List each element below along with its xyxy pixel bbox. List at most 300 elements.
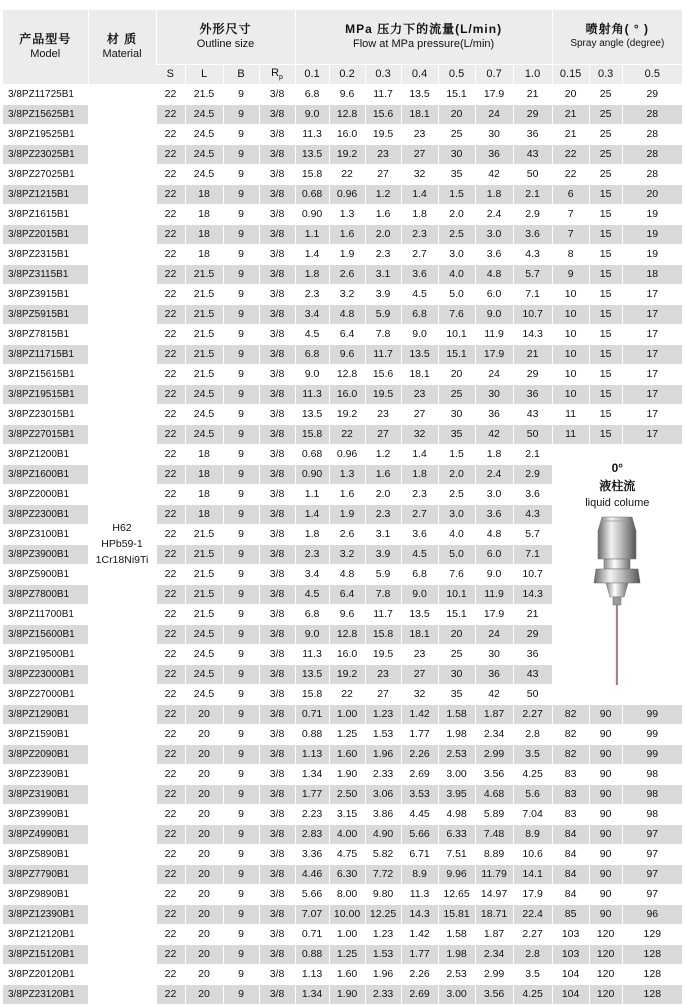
dim-s-cell: 22 xyxy=(156,364,185,384)
model-cell: 3/8PZ15615B1 xyxy=(3,364,88,384)
flow-cell: 14.3 xyxy=(401,904,438,924)
flow-cell: 9.0 xyxy=(295,364,329,384)
model-cell: 3/8PZ2000B1 xyxy=(3,484,88,504)
flow-cell: 30 xyxy=(438,144,475,164)
dim-b-cell: 9 xyxy=(223,724,259,744)
dim-b-cell: 9 xyxy=(223,504,259,524)
flow-cell: 27 xyxy=(401,664,438,684)
flow-cell: 3.6 xyxy=(513,484,552,504)
flow-cell: 1.2 xyxy=(365,444,401,464)
dim-b-cell: 9 xyxy=(223,404,259,424)
dim-l-cell: 21.5 xyxy=(185,304,223,324)
flow-cell: 42 xyxy=(475,164,513,184)
spray-angle-cell: 120 xyxy=(589,924,622,944)
model-cell: 3/8PZ3915B1 xyxy=(3,284,88,304)
dim-b-cell: 9 xyxy=(223,884,259,904)
dim-s-cell: 22 xyxy=(156,304,185,324)
dim-l-cell: 21.5 xyxy=(185,584,223,604)
flow-cell: 4.3 xyxy=(513,244,552,264)
dim-l-cell: 20 xyxy=(185,704,223,724)
flow-cell: 12.65 xyxy=(438,884,475,904)
dim-b-cell: 9 xyxy=(223,824,259,844)
model-cell: 3/8PZ23025B1 xyxy=(3,144,88,164)
flow-cell: 1.8 xyxy=(475,444,513,464)
flow-cell: 1.3 xyxy=(329,464,365,484)
flow-cell: 14.3 xyxy=(513,584,552,604)
flow-cell: 8.89 xyxy=(475,844,513,864)
dim-s-cell: 22 xyxy=(156,104,185,124)
flow-cell: 9.0 xyxy=(401,324,438,344)
flow-cell: 2.23 xyxy=(295,804,329,824)
spray-angle-cell: 28 xyxy=(622,164,682,184)
model-cell: 3/8PZ19500B1 xyxy=(3,644,88,664)
dim-s-cell: 22 xyxy=(156,84,185,104)
flow-cell: 3.9 xyxy=(365,544,401,564)
dim-s-cell: 22 xyxy=(156,864,185,884)
dim-l-cell: 20 xyxy=(185,924,223,944)
flow-cell: 2.3 xyxy=(365,244,401,264)
flow-cell: 4.00 xyxy=(329,824,365,844)
flow-cell: 2.99 xyxy=(475,744,513,764)
spray-angle-cell: 90 xyxy=(589,904,622,924)
dim-b-cell: 9 xyxy=(223,144,259,164)
dim-s-cell: 22 xyxy=(156,504,185,524)
flow-cell: 1.4 xyxy=(295,244,329,264)
dim-l-cell: 18 xyxy=(185,484,223,504)
flow-cell: 3.56 xyxy=(475,984,513,1004)
dim-s-cell: 22 xyxy=(156,904,185,924)
dim-l-cell: 24.5 xyxy=(185,384,223,404)
flow-cell: 4.8 xyxy=(329,304,365,324)
flow-cell: 16.0 xyxy=(329,384,365,404)
dim-b-cell: 9 xyxy=(223,184,259,204)
dim-b-cell: 9 xyxy=(223,164,259,184)
flow-cell: 8.00 xyxy=(329,884,365,904)
model-cell: 3/8PZ27000B1 xyxy=(3,684,88,704)
dim-b-cell: 9 xyxy=(223,444,259,464)
flow-cell: 18.71 xyxy=(475,904,513,924)
dim-b-cell: 9 xyxy=(223,104,259,124)
nozzle-spec-table xyxy=(3,10,682,1005)
flow-cell: 9.0 xyxy=(295,104,329,124)
dim-l-cell: 21.5 xyxy=(185,524,223,544)
dim-s-cell: 22 xyxy=(156,264,185,284)
spray-angle-cell: 19 xyxy=(622,244,682,264)
flow-cell: 10.1 xyxy=(438,584,475,604)
header-row-main xyxy=(3,10,682,64)
model-cell: 3/8PZ5890B1 xyxy=(3,844,88,864)
dim-b-cell: 9 xyxy=(223,764,259,784)
spray-angle-cell: 22 xyxy=(552,164,589,184)
flow-cell: 3.5 xyxy=(513,744,552,764)
flow-cell: 12.8 xyxy=(329,624,365,644)
flow-cell: 4.25 xyxy=(513,984,552,1004)
dim-rp-cell: 3/8 xyxy=(259,744,295,764)
flow-cell: 30 xyxy=(438,404,475,424)
flow-cell: 0.88 xyxy=(295,944,329,964)
flow-cell: 22 xyxy=(329,424,365,444)
flow-cell: 0.96 xyxy=(329,184,365,204)
dim-l-cell: 24.5 xyxy=(185,104,223,124)
spray-angle-cell: 98 xyxy=(622,784,682,804)
flow-cell: 1.5 xyxy=(438,184,475,204)
spray-angle-cell: 129 xyxy=(622,924,682,944)
dim-b-cell: 9 xyxy=(223,904,259,924)
dim-b-cell: 9 xyxy=(223,364,259,384)
flow-cell: 7.1 xyxy=(513,544,552,564)
flow-cell: 0.71 xyxy=(295,924,329,944)
dim-s-cell: 22 xyxy=(156,644,185,664)
flow-cell: 4.8 xyxy=(329,564,365,584)
spray-angle-cell: 17 xyxy=(622,364,682,384)
flow-cell: 7.07 xyxy=(295,904,329,924)
spray-angle-cell: 17 xyxy=(622,424,682,444)
flow-cell: 1.77 xyxy=(401,944,438,964)
model-cell: 3/8PZ27015B1 xyxy=(3,424,88,444)
flow-cell: 2.0 xyxy=(365,484,401,504)
dim-s-cell: 22 xyxy=(156,184,185,204)
flow-cell: 4.45 xyxy=(401,804,438,824)
flow-cell: 1.00 xyxy=(329,704,365,724)
flow-header-en: Flow at MPa pressure(L/min) xyxy=(352,38,495,51)
dim-rp-cell: 3/8 xyxy=(259,824,295,844)
model-cell: 3/8PZ7815B1 xyxy=(3,324,88,344)
flow-cell: 8.9 xyxy=(401,864,438,884)
spray-angle-cell: 29 xyxy=(622,84,682,104)
flow-cell: 1.4 xyxy=(295,504,329,524)
dim-l-cell: 20 xyxy=(185,784,223,804)
model-cell: 3/8PZ1215B1 xyxy=(3,184,88,204)
flow-cell: 2.7 xyxy=(401,504,438,524)
dim-b-cell: 9 xyxy=(223,384,259,404)
spray-angle-cell: 96 xyxy=(622,904,682,924)
dim-b-cell: 9 xyxy=(223,544,259,564)
pressure-0-3-header: 0.3 xyxy=(365,64,401,84)
flow-cell: 27 xyxy=(365,164,401,184)
flow-cell: 1.53 xyxy=(365,724,401,744)
flow-cell: 2.9 xyxy=(513,204,552,224)
dim-rp-cell: 3/8 xyxy=(259,204,295,224)
flow-cell: 25 xyxy=(438,644,475,664)
flow-cell: 3.0 xyxy=(475,484,513,504)
model-cell: 3/8PZ12120B1 xyxy=(3,924,88,944)
flow-cell: 2.7 xyxy=(401,244,438,264)
flow-cell: 2.83 xyxy=(295,824,329,844)
flow-cell: 29 xyxy=(513,364,552,384)
dim-l-cell: 20 xyxy=(185,944,223,964)
dim-b-cell: 9 xyxy=(223,744,259,764)
flow-cell: 3.4 xyxy=(295,564,329,584)
flow-cell: 23 xyxy=(365,664,401,684)
flow-cell: 1.8 xyxy=(295,264,329,284)
flow-cell: 43 xyxy=(513,404,552,424)
flow-cell: 2.0 xyxy=(438,464,475,484)
flow-cell: 2.9 xyxy=(513,464,552,484)
dim-rp-cell: 3/8 xyxy=(259,684,295,704)
spray-angle-cell: 90 xyxy=(589,864,622,884)
dim-b-cell: 9 xyxy=(223,944,259,964)
flow-cell: 4.5 xyxy=(401,284,438,304)
dim-b-cell: 9 xyxy=(223,644,259,664)
flow-cell: 5.89 xyxy=(475,804,513,824)
flow-cell: 4.5 xyxy=(295,324,329,344)
dim-b-cell: 9 xyxy=(223,804,259,824)
dim-l-cell: 20 xyxy=(185,844,223,864)
dim-rp-cell: 3/8 xyxy=(259,304,295,324)
flow-cell: 3.0 xyxy=(475,224,513,244)
spray-angle-cell: 15 xyxy=(589,284,622,304)
dim-s-cell: 22 xyxy=(156,204,185,224)
spray-angle-cell: 83 xyxy=(552,804,589,824)
flow-cell: 19.5 xyxy=(365,644,401,664)
flow-cell: 1.42 xyxy=(401,704,438,724)
flow-cell: 6.33 xyxy=(438,824,475,844)
flow-cell: 2.3 xyxy=(401,224,438,244)
dim-b-cell: 9 xyxy=(223,464,259,484)
flow-cell: 11.3 xyxy=(295,384,329,404)
spray-angle-cell: 15 xyxy=(589,304,622,324)
spray-angle-cell: 90 xyxy=(589,784,622,804)
flow-cell: 3.1 xyxy=(365,524,401,544)
model-cell: 3/8PZ7800B1 xyxy=(3,584,88,604)
flow-cell: 0.90 xyxy=(295,204,329,224)
model-cell: 3/8PZ7790B1 xyxy=(3,864,88,884)
model-cell: 3/8PZ11715B1 xyxy=(3,344,88,364)
flow-cell: 23 xyxy=(365,404,401,424)
flow-cell: 9.0 xyxy=(475,304,513,324)
dim-l-cell: 24.5 xyxy=(185,424,223,444)
dim-rp-cell: 3/8 xyxy=(259,104,295,124)
model-cell: 3/8PZ1615B1 xyxy=(3,204,88,224)
flow-cell: 2.99 xyxy=(475,964,513,984)
flow-cell: 4.5 xyxy=(401,544,438,564)
flow-cell: 2.6 xyxy=(329,264,365,284)
dim-b-cell: 9 xyxy=(223,284,259,304)
flow-cell: 1.1 xyxy=(295,484,329,504)
flow-cell: 14.3 xyxy=(513,324,552,344)
flow-cell: 2.33 xyxy=(365,984,401,1004)
flow-cell: 1.58 xyxy=(438,924,475,944)
material-line2: HPb59-1 xyxy=(101,538,143,550)
flow-cell: 5.7 xyxy=(513,264,552,284)
dim-l-cell: 20 xyxy=(185,864,223,884)
spray-angle-cell: 28 xyxy=(622,144,682,164)
flow-cell: 6.8 xyxy=(295,344,329,364)
flow-cell: 1.6 xyxy=(329,224,365,244)
dim-b-cell: 9 xyxy=(223,484,259,504)
dim-s-cell: 22 xyxy=(156,784,185,804)
flow-cell: 15.1 xyxy=(438,344,475,364)
spray-angle-cell: 11 xyxy=(552,404,589,424)
spray-angle-cell: 90 xyxy=(589,844,622,864)
flow-cell: 3.2 xyxy=(329,284,365,304)
spray-angle-cell: 83 xyxy=(552,764,589,784)
flow-cell: 9.6 xyxy=(329,344,365,364)
flow-cell: 0.68 xyxy=(295,184,329,204)
spray-angle-cell: 128 xyxy=(622,944,682,964)
spray-angle-cell: 28 xyxy=(622,104,682,124)
outline-header-en: Outline size xyxy=(196,38,255,51)
flow-cell: 20 xyxy=(438,364,475,384)
model-cell: 3/8PZ23120B1 xyxy=(3,984,88,1004)
flow-cell: 3.0 xyxy=(438,504,475,524)
dim-s-cell: 22 xyxy=(156,744,185,764)
material-line1: H62 xyxy=(112,522,132,534)
dim-rp-cell: 3/8 xyxy=(259,244,295,264)
spray-angle-cell: 83 xyxy=(552,784,589,804)
spray-angle-cell: 84 xyxy=(552,864,589,884)
flow-cell: 5.9 xyxy=(365,564,401,584)
flow-cell: 19.5 xyxy=(365,384,401,404)
flow-cell: 2.5 xyxy=(438,224,475,244)
dim-b-cell: 9 xyxy=(223,124,259,144)
spray-angle-cell: 17 xyxy=(622,384,682,404)
spray-angle-cell: 90 xyxy=(589,764,622,784)
spray-angle-cell: 82 xyxy=(552,724,589,744)
flow-cell: 2.1 xyxy=(513,184,552,204)
spray-angle-cell: 25 xyxy=(589,144,622,164)
model-cell: 3/8PZ2015B1 xyxy=(3,224,88,244)
dim-rp-cell: 3/8 xyxy=(259,164,295,184)
dim-rp-cell: 3/8 xyxy=(259,964,295,984)
model-cell: 3/8PZ4990B1 xyxy=(3,824,88,844)
flow-cell: 23 xyxy=(401,384,438,404)
dim-rp-cell: 3/8 xyxy=(259,984,295,1004)
dim-rp-cell: 3/8 xyxy=(259,464,295,484)
dim-b-cell: 9 xyxy=(223,864,259,884)
flow-cell: 3.36 xyxy=(295,844,329,864)
flow-cell: 6.30 xyxy=(329,864,365,884)
flow-cell: 2.34 xyxy=(475,724,513,744)
dim-rp-cell: 3/8 xyxy=(259,924,295,944)
flow-cell: 15.1 xyxy=(438,84,475,104)
spray-angle-cell: 90 xyxy=(589,884,622,904)
flow-cell: 12.8 xyxy=(329,104,365,124)
model-cell: 3/8PZ15625B1 xyxy=(3,104,88,124)
dim-rp-cell: 3/8 xyxy=(259,144,295,164)
angle-0-15-header: 0.15 xyxy=(552,64,589,84)
flow-cell: 1.98 xyxy=(438,724,475,744)
dim-s-cell: 22 xyxy=(156,704,185,724)
flow-cell: 4.46 xyxy=(295,864,329,884)
flow-cell: 4.98 xyxy=(438,804,475,824)
dim-rp-cell: 3/8 xyxy=(259,184,295,204)
dim-s-cell: 22 xyxy=(156,164,185,184)
spray-angle-cell: 82 xyxy=(552,744,589,764)
dim-s-cell: 22 xyxy=(156,564,185,584)
flow-cell: 1.5 xyxy=(438,444,475,464)
pressure-0-2-header: 0.2 xyxy=(329,64,365,84)
model-cell: 3/8PZ3190B1 xyxy=(3,784,88,804)
dim-s-cell: 22 xyxy=(156,924,185,944)
dim-rp-cell: 3/8 xyxy=(259,724,295,744)
flow-cell: 21 xyxy=(513,344,552,364)
dim-rp-header: $R_p$ xyxy=(259,64,295,84)
flow-cell: 2.33 xyxy=(365,764,401,784)
pressure-0-1-header: 0.1 xyxy=(295,64,329,84)
spray-angle-cell: 84 xyxy=(552,844,589,864)
flow-cell: 18.1 xyxy=(401,104,438,124)
flow-cell: 7.8 xyxy=(365,324,401,344)
dim-rp-cell: 3/8 xyxy=(259,124,295,144)
pressure-0-7-header: 0.7 xyxy=(475,64,513,84)
flow-cell: 30 xyxy=(438,664,475,684)
flow-cell: 7.72 xyxy=(365,864,401,884)
flow-cell: 3.6 xyxy=(401,264,438,284)
dim-l-cell: 20 xyxy=(185,984,223,1004)
flow-cell: 27 xyxy=(365,684,401,704)
flow-cell: 2.34 xyxy=(475,944,513,964)
nozzle-illustration-icon xyxy=(582,513,652,688)
angle-0-5-header: 0.5 xyxy=(622,64,682,84)
spray-angle-cell: 19 xyxy=(622,224,682,244)
dim-rp-cell: 3/8 xyxy=(259,324,295,344)
flow-cell: 3.6 xyxy=(475,504,513,524)
dim-b-cell: 9 xyxy=(223,564,259,584)
flow-cell: 20 xyxy=(438,624,475,644)
flow-cell: 7.48 xyxy=(475,824,513,844)
spray-angle-cell: 99 xyxy=(622,744,682,764)
flow-cell: 11.79 xyxy=(475,864,513,884)
flow-cell: 1.4 xyxy=(401,184,438,204)
flow-cell: 15.8 xyxy=(295,164,329,184)
flow-cell: 5.82 xyxy=(365,844,401,864)
flow-cell: 1.87 xyxy=(475,924,513,944)
model-cell: 3/8PZ15120B1 xyxy=(3,944,88,964)
dim-b-cell: 9 xyxy=(223,84,259,104)
spray-angle-cell: 90 xyxy=(589,724,622,744)
flow-cell: 1.8 xyxy=(401,464,438,484)
flow-cell: 1.96 xyxy=(365,964,401,984)
dim-s-cell: 22 xyxy=(156,664,185,684)
dim-l-cell: 24.5 xyxy=(185,664,223,684)
flow-cell: 15.8 xyxy=(365,624,401,644)
dim-rp-cell: 3/8 xyxy=(259,784,295,804)
flow-cell: 17.9 xyxy=(475,604,513,624)
flow-cell: 20 xyxy=(438,104,475,124)
flow-cell: 9.80 xyxy=(365,884,401,904)
flow-cell: 4.68 xyxy=(475,784,513,804)
dim-s-cell: 22 xyxy=(156,524,185,544)
flow-cell: 2.3 xyxy=(365,504,401,524)
spray-angle-cell: 97 xyxy=(622,844,682,864)
flow-cell: 0.90 xyxy=(295,464,329,484)
spray-angle-cell: 15 xyxy=(589,424,622,444)
dim-l-cell: 24.5 xyxy=(185,404,223,424)
dim-s-cell: 22 xyxy=(156,224,185,244)
flow-cell: 6.4 xyxy=(329,324,365,344)
flow-cell: 19.2 xyxy=(329,664,365,684)
flow-cell: 6.8 xyxy=(295,84,329,104)
flow-cell: 0.71 xyxy=(295,704,329,724)
dim-s-cell: 22 xyxy=(156,464,185,484)
dim-b-cell: 9 xyxy=(223,324,259,344)
dim-b-cell: 9 xyxy=(223,264,259,284)
dim-l-cell: 18 xyxy=(185,504,223,524)
dim-l-cell: 18 xyxy=(185,444,223,464)
dim-rp-cell: 3/8 xyxy=(259,944,295,964)
dim-s-cell: 22 xyxy=(156,404,185,424)
flow-cell: 27 xyxy=(365,424,401,444)
flow-cell: 9.6 xyxy=(329,84,365,104)
flow-cell: 4.25 xyxy=(513,764,552,784)
flow-cell: 23 xyxy=(401,124,438,144)
flow-cell: 4.0 xyxy=(438,524,475,544)
flow-cell: 3.06 xyxy=(365,784,401,804)
flow-cell: 1.4 xyxy=(401,444,438,464)
dim-l-cell: 24.5 xyxy=(185,624,223,644)
flow-cell: 18.1 xyxy=(401,624,438,644)
